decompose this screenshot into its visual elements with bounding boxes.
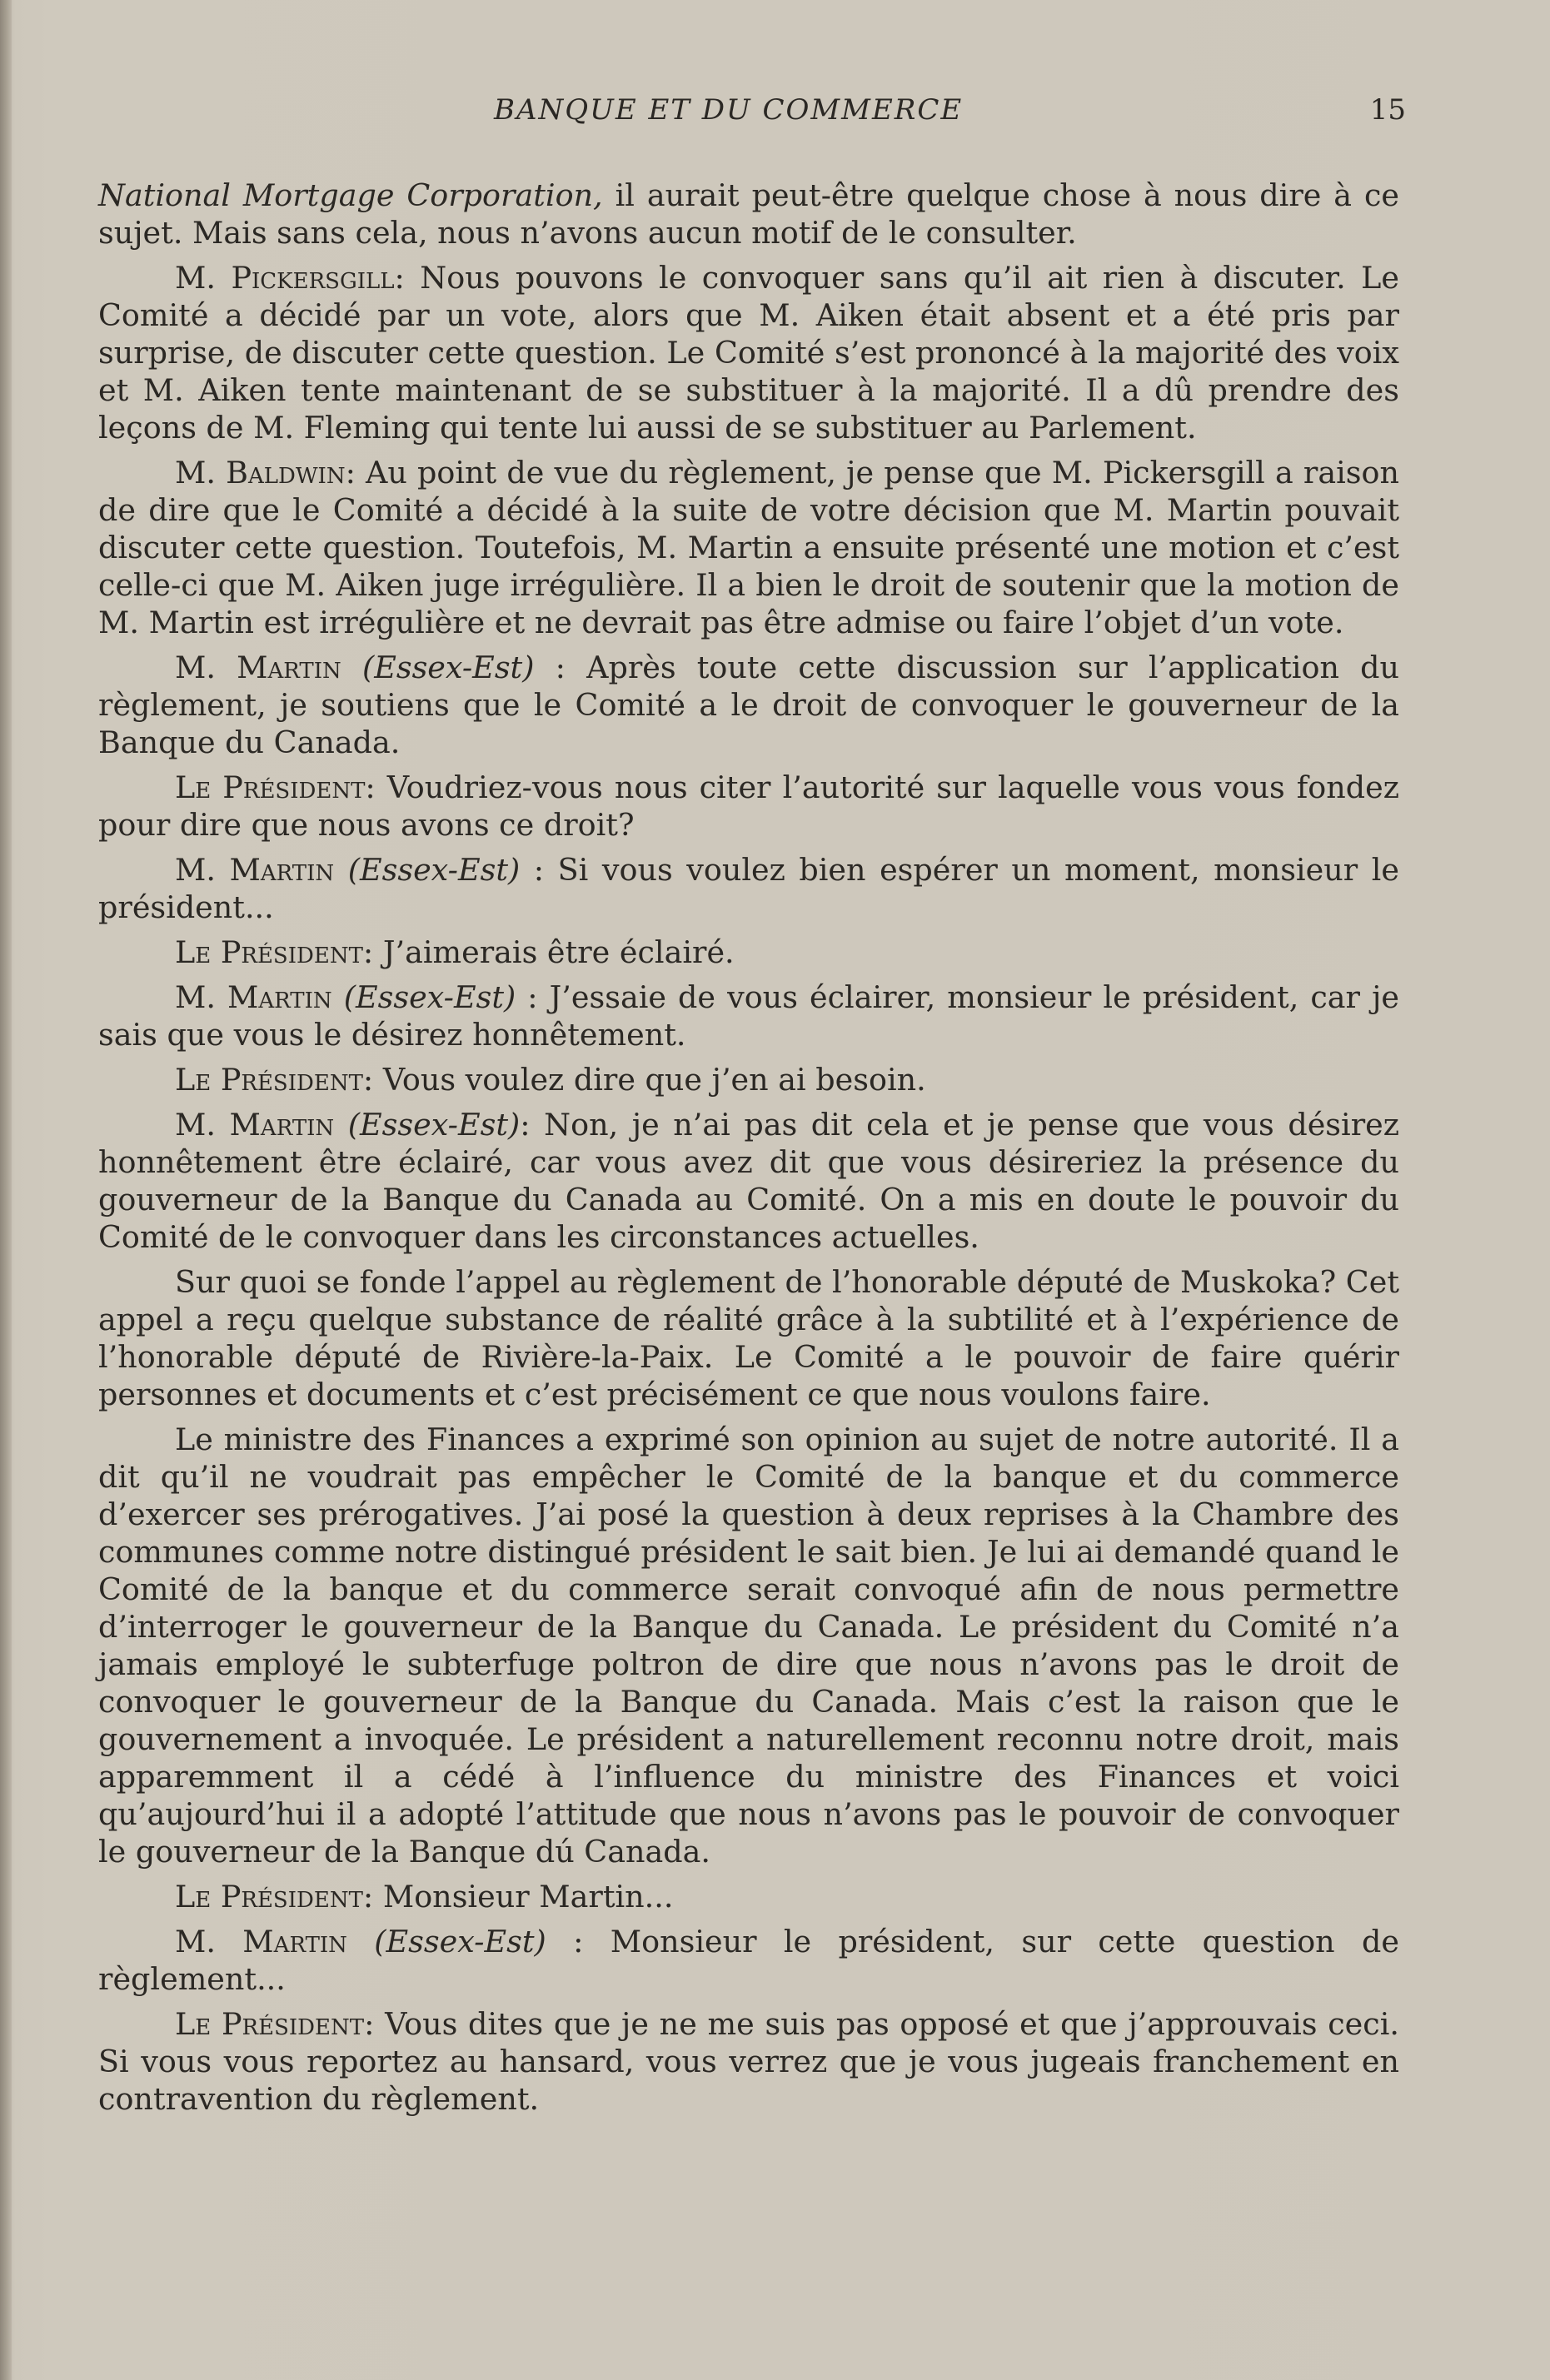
paragraph-14 — [98, 1923, 1399, 1998]
paragraph-text: il aurait peut-être quelque chose à nous dire à ce sujet. Mais sans cela, nous n’avons aucun motif de le consulter. — [98, 177, 1399, 251]
speaker-name: M. Martin — [175, 979, 332, 1015]
paragraph-text: Vous voulez dire que j’en ai besoin. — [373, 1062, 926, 1098]
binding-edge — [0, 0, 12, 2380]
page-header — [98, 93, 1406, 135]
speaker-riding: (Essex-Est) — [374, 1924, 546, 1959]
paragraph-8 — [98, 978, 1399, 1053]
speaker-name: M. Martin — [175, 650, 341, 685]
speaker-riding: (Essex-Est) — [347, 1107, 521, 1143]
speaker-name: M. Martin — [175, 1107, 335, 1143]
paragraph-text: Le ministre des Finances a exprimé son opinion au sujet de notre autorité. Il a dit qu’il ne voudrait pas empêcher le Comité de la banque et du commerce d’exercer ses prérogatives. J’ai posé la question à deux reprises à la Chambre des communes comme notre distingué président le sait bien. Je lui ai demandé quand le Comité de la banque et du commerce serait convoqué afin de nous permettre d’interroger le gouverneur de la Banque du Canada. Le président du Comité n’a jamais employé le subterfuge poltron de dire que nous n’avons pas le droit de convoquer le gouverneur de la Banque du Canada. Mais c’est la raison que le gouvernement a invoquée. Le président a naturellement reconnu notre droit, mais apparemment il a cédé à l’influence du ministre des Finances et voici qu’aujourd’hui il a adopté l’attitude que nous n’avons pas le pouvoir de convoquer le gouverneur de la Banque dú Canada. — [98, 1422, 1399, 1870]
paragraph-text: J’aimerais être éclairé. — [373, 934, 735, 970]
paragraph-7 — [98, 934, 1399, 971]
speaker-name: M. Baldwin: — [175, 455, 356, 490]
body-text — [98, 177, 1399, 2125]
running-title: BANQUE ET DU COMMERCE — [494, 93, 964, 127]
paragraph-6 — [98, 851, 1399, 926]
paragraph-text: Monsieur Martin... — [373, 1879, 674, 1914]
speaker-name: Le Président: — [175, 1879, 374, 1914]
paragraph-12 — [98, 1421, 1399, 1870]
speaker-name: Le Président: — [175, 2006, 375, 2042]
speaker-name: M. Martin — [175, 852, 335, 888]
paragraph-text: : J’essaie de vous éclairer, monsieur le président, car je sais que vous le désirez honnêtement. — [98, 979, 1399, 1053]
paragraph-2 — [98, 259, 1399, 446]
paragraph-text: Voudriez-vous nous citer l’autorité sur laquelle vous vous fondez pour dire que nous avons ce droit? — [98, 769, 1399, 843]
speaker-name: Le Président: — [175, 1062, 374, 1098]
paragraph-9 — [98, 1061, 1399, 1098]
speaker-riding: (Essex-Est) — [361, 650, 535, 685]
paragraph-1 — [98, 177, 1399, 251]
page-number: 15 — [1369, 93, 1406, 127]
paragraph-13 — [98, 1878, 1399, 1915]
paragraph-5 — [98, 769, 1399, 844]
speaker-riding: (Essex-Est) — [347, 852, 521, 888]
paragraph-10 — [98, 1106, 1399, 1256]
speaker-name: M. Martin — [175, 1924, 347, 1959]
paragraph-15 — [98, 2005, 1399, 2118]
paragraph-4 — [98, 649, 1399, 761]
paragraph-text: Nous pouvons le convoquer sans qu’il ait rien à discuter. Le Comité a décidé par un vote, alors que M. Aiken était absent et a été pris par surprise, de discuter cette question. Le Comité s’est prononcé à la majorité des voix et M. Aiken tente maintenant de se substituer à la majorité. Il a dû prendre des leçons de M. Fleming qui tente lui aussi de se substituer au Parlement. — [98, 260, 1399, 446]
paragraph-11 — [98, 1263, 1399, 1413]
paragraph-3 — [98, 454, 1399, 641]
paragraph-text: : Si vous voulez bien espérer un moment, monsieur le président... — [98, 852, 1399, 925]
paragraph-text: : Non, je n’ai pas dit cela et je pense que vous désirez honnêtement être éclairé, car vous avez dit que vous désireriez la présence du gouverneur de la Banque du Canada au Comité. On a mis en doute le pouvoir du Comité de le convoquer dans les circonstances actuelles. — [98, 1107, 1399, 1255]
paragraph-text: : Après toute cette discussion sur l’application du règlement, je soutiens que le Comité a le droit de convoquer le gouverneur de la Banque du Canada. — [98, 650, 1399, 760]
paragraph-text: Vous dites que je ne me suis pas opposé et que j’approuvais ceci. Si vous vous reportez au hansard, vous verrez que je vous jugeais franchement en contravention du règlement. — [98, 2006, 1399, 2117]
paragraph-text: Au point de vue du règlement, je pense que M. Pickersgill a raison de dire que le Comité a décidé à la suite de votre décision que M. Martin pouvait discuter cette question. Toutefois, M. Martin a ensuite présenté une motion et c’est celle-ci que M. Aiken juge irrégulière. Il a bien le droit de soutenir que la motion de M. Martin est irrégulière et ne devrait pas être admise ou faire l’objet d’un vote. — [98, 455, 1399, 640]
italic-reference: National Mortgage Corporation, — [98, 177, 603, 213]
paragraph-text: : Monsieur le président, sur cette question de règlement... — [98, 1924, 1399, 1997]
speaker-name: Le Président: — [175, 769, 376, 805]
speaker-name: M. Pickersgill: — [175, 260, 405, 296]
speaker-riding: (Essex-Est) — [343, 979, 516, 1015]
paragraph-text: Sur quoi se fonde l’appel au règlement de l’honorable député de Muskoka? Cet appel a reçu quelque substance de réalité grâce à la subtilité et à l’expérience de l’honorable député de Rivière-la-Paix. Le Comité a le pouvoir de faire quérir personnes et documents et c’est précisément ce que nous voulons faire. — [98, 1264, 1399, 1412]
speaker-name: Le Président: — [175, 934, 374, 970]
